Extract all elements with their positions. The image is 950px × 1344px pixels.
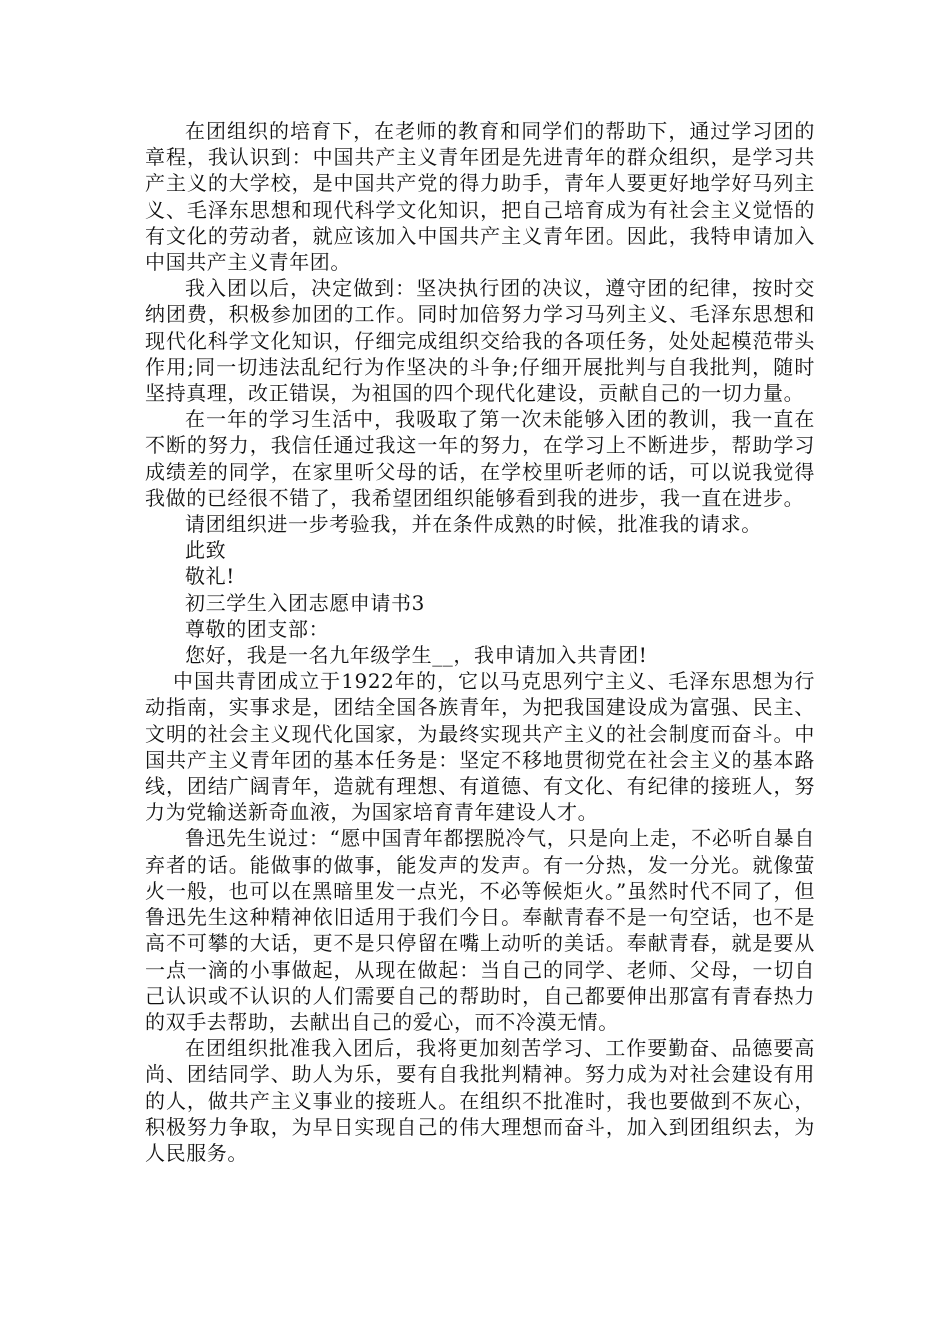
paragraph-4: 中国共青团成立于1922年的，它以马克思列宁主义、毛泽东思想为行动指南，实事求是，团结全国各族青年，为把我国建设成为富强、民主、文明的社会主义现代化国家，为最终实现共产主义的社会制度而奋斗。中国共产主义青年团的基本任务是：坚定不移地贯彻党在社会主义的基本路线，团结广阔青年，造就有理想、有道德、有文化、有纪律的接班人，努力为党输送新奇血液，为国家培育青年建设人才。 xyxy=(145,669,815,825)
paragraph-6: 在团组织批准我入团后，我将更加刻苦学习、工作要勤奋、品德要高尚、团结同学、助人为乐，要有自我批判精神。努力成为对社会建设有用的人，做共产主义事业的接班人。在组织不批准时，我也要做到不灰心，积极努力争取，为早日实现自己的伟大理想而奋斗，加入到团组织去，为人民服务。 xyxy=(145,1036,815,1165)
salutation: 尊敬的团支部： xyxy=(185,616,330,641)
paragraph-5: 鲁迅先生说过：“愿中国青年都摆脱冷气，只是向上走，不必听自暴自弃者的话。能做事的做事，能发声的发声。有一分热，发一分光。就像萤火一般，也可以在黑暗里发一点光，不必等候炬火。”虽然时代不同了，但鲁迅先生这种精神依旧适用于我们今日。奉献青春不是一句空话，也不是高不可攀的大话，更不是只停留在嘴上动听的美话。奉献青春，就是要从一点一滴的小事做起，从现在做起：当自己的同学、老师、父母，一切自己认识或不认识的人们需要自己的帮助时，自己都要伸出那富有青春热力的双手去帮助，去献出自己的爱心，而不冷漠无情。 xyxy=(145,826,815,1034)
section-title: 初三学生入团志愿申请书3 xyxy=(185,590,425,615)
closing-cizhi: 此致 xyxy=(185,538,227,563)
paragraph-2: 我入团以后，决定做到：坚决执行团的决议，遵守团的纪律，按时交纳团费，积极参加团的工作。同时加倍努力学习马列主义、毛泽东思想和现代化科学文化知识，仔细完成组织交给我的各项任务，处处起模范带头作用;同一切违法乱纪行为作坚决的斗争;仔细开展批判与自我批判，随时坚持真理，改正错误，为祖国的四个现代化建设，贡献自己的一切力量。 xyxy=(145,276,815,406)
paragraph-3: 在一年的学习生活中，我吸取了第一次未能够入团的教训，我一直在不断的努力，我信任通过我这一年的努力，在学习上不断进步，帮助学习成绩差的同学，在家里听父母的话，在学校里听老师的话，可以说我觉得我做的已经很不错了，我希望团组织能够看到我的进步，我一直在进步。 xyxy=(145,407,815,510)
request-line: 请团组织进一步考验我，并在条件成熟的时候，批准我的请求。 xyxy=(185,512,762,537)
document-body xyxy=(145,118,815,1166)
paragraph-1: 在团组织的培育下，在老师的教育和同学们的帮助下，通过学习团的章程，我认识到：中国共产主义青年团是先进青年的群众组织，是学习共产主义的大学校，是中国共产党的得力助手，青年人要更好地学好马列主义、毛泽东思想和现代科学文化知识，把自己培育成为有社会主义觉悟的有文化的劳动者，就应该加入中国共产主义青年团。因此，我特申请加入中国共产主义青年团。 xyxy=(145,119,815,275)
closing-jingli: 敬礼! xyxy=(185,564,235,589)
greeting-line: 您好，我是一名九年级学生__，我申请加入共青团! xyxy=(185,643,648,668)
